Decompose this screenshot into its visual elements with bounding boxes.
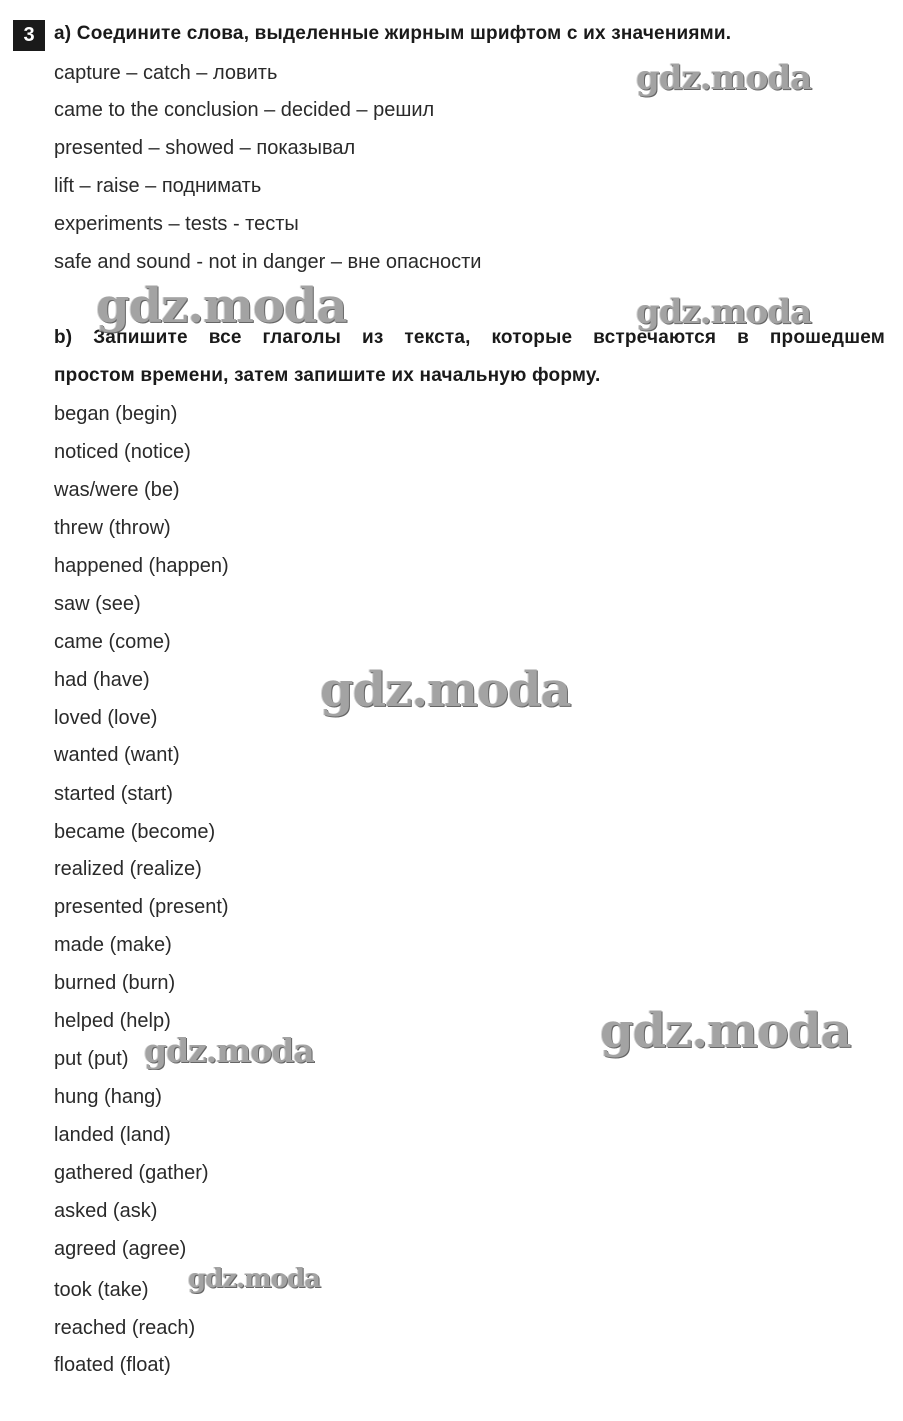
part-a-line: experiments – tests - тесты [54,213,299,235]
part-b-line: presented (present) [54,896,229,918]
watermark: gdz.moda [144,1031,314,1070]
part-b-line: landed (land) [54,1124,171,1146]
part-b-line: wanted (want) [54,744,180,766]
part-a-line: presented – showed – показывал [54,137,356,159]
part-b-line: put (put) [54,1048,129,1070]
part-b-line: agreed (agree) [54,1238,187,1260]
part-b-line: happened (happen) [54,555,229,577]
part-b-line: took (take) [54,1279,149,1301]
part-a-line: safe and sound - not in danger – вне опасности [54,251,482,273]
part-b-line: floated (float) [54,1354,171,1376]
part-b-line: threw (throw) [54,517,171,539]
part-a-line: capture – catch – ловить [54,62,278,84]
part-b-line: came (come) [54,631,171,653]
watermark: gdz.moda [96,278,347,334]
watermark: gdz.moda [636,292,812,332]
part-b-line: realized (realize) [54,858,202,880]
part-b-line: reached (reach) [54,1317,196,1339]
part-b-line: began (begin) [54,403,178,425]
part-b-line: saw (see) [54,593,141,615]
part-b-line: had (have) [54,669,150,691]
part-a-line: lift – raise – поднимать [54,175,262,197]
watermark: gdz.moda [600,1003,851,1059]
part-b-line: made (make) [54,934,172,956]
part-b-heading-line2: простом времени, затем запишите их начальную форму. [54,365,601,386]
watermark: gdz.moda [320,662,571,718]
task-number-badge: 3 [13,20,45,51]
part-b-line: loved (love) [54,707,158,729]
part-b-line: gathered (gather) [54,1162,209,1184]
part-b-line: burned (burn) [54,972,176,994]
part-b-line: became (become) [54,821,216,843]
part-b-line: helped (help) [54,1010,171,1032]
part-a-line: came to the conclusion – decided – решил [54,99,435,121]
part-b-line: started (start) [54,783,173,805]
part-b-line: asked (ask) [54,1200,158,1222]
part-a-heading: a) Соедините слова, выделенные жирным шрифтом с их значениями. [54,23,732,44]
part-b-line: noticed (notice) [54,441,191,463]
watermark: gdz.moda [636,58,812,98]
part-b-line: was/were (be) [54,479,180,501]
part-b-line: hung (hang) [54,1086,162,1108]
watermark: gdz.moda [188,1264,321,1294]
part-b-heading-line1: b) Запишите все глаголы из текста, которые встречаются в прошедшем [54,327,885,348]
